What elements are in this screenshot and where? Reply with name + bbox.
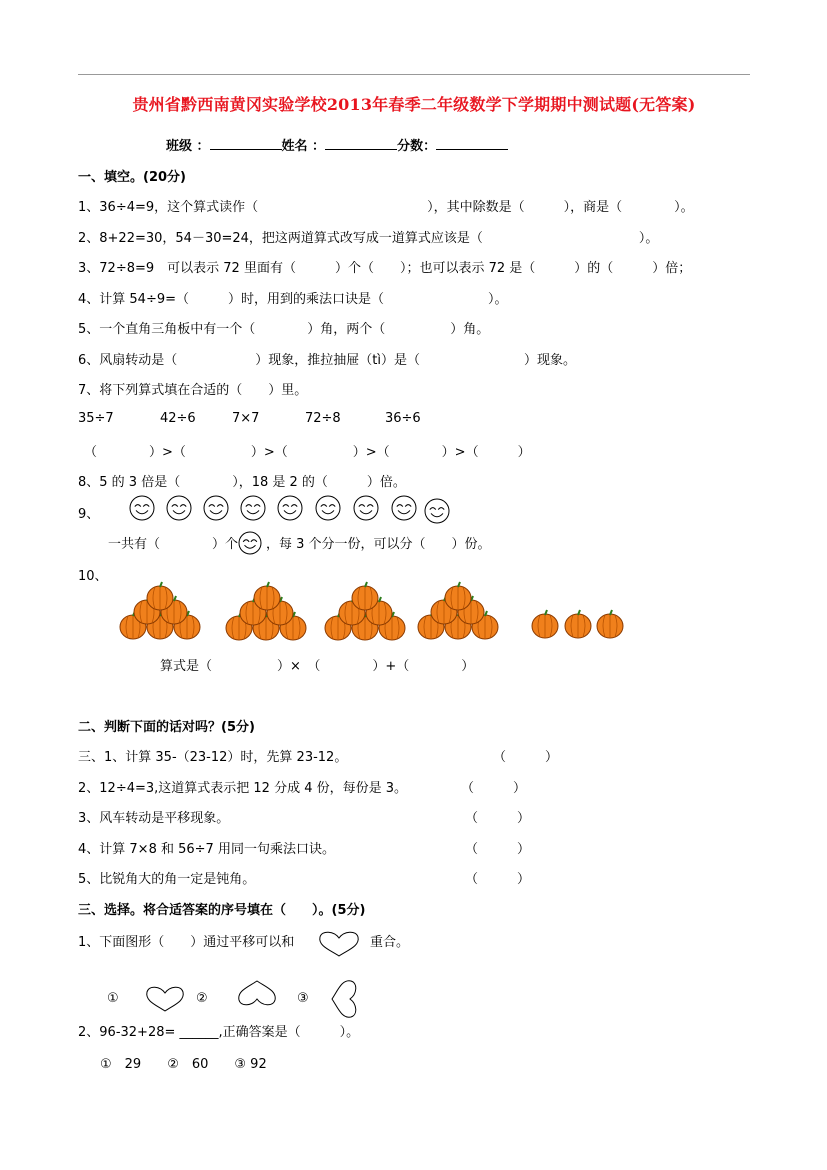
target-heart-icon (316, 930, 362, 960)
pumpkin-icon (445, 582, 471, 610)
question-3: 3、72÷8=9 可以表示 72 里面有（ ）个（ ）；也可以表示 72 是（ ）的（ ）倍； (78, 261, 692, 276)
q7-expr-3: 7×7 (232, 411, 260, 426)
question-2: 2、8+22=30，54－30=24，把这两道算式改写成一道算式应该是（ ）。 (78, 231, 659, 246)
question-6: 6、风扇转动是（ ）现象，推拉抽屉（tì）是（ ）现象。 (78, 353, 576, 368)
judge-item-5: 5、比锐角大的角一定是钝角。 (78, 872, 256, 887)
pumpkin-icon (254, 582, 280, 610)
choice-question-1a: 1、下面图形（ ）通过平移可以和 (78, 935, 295, 950)
q10-formula: 算式是（ ）× （ ）+（ ） (160, 659, 475, 674)
question-9-number: 9、 (78, 507, 100, 522)
option-2-heart-upside-down-icon[interactable] (236, 978, 278, 1008)
q9-text-b: ，每 3 个分一份，可以分（ ）份。 (266, 537, 491, 552)
option-1-heart-icon[interactable] (144, 984, 186, 1014)
option-3-heart-rotated-icon[interactable] (328, 978, 360, 1020)
judge-mark-4[interactable]: （ ） (465, 842, 531, 857)
question-8: 8、5 的 3 倍是（ ），18 是 2 的（ ）倍。 (78, 475, 406, 490)
judge-mark-1[interactable]: （ ） (493, 750, 559, 765)
class-label: 班级 ： (166, 139, 210, 154)
question-4: 4、计算 54÷9=（ ）时，用到的乘法口诀是（ ）。 (78, 292, 508, 307)
question-5: 5、一个直角三角板中有一个（ ）角，两个（ ）角。 (78, 322, 490, 337)
judge-item-4: 4、计算 7×8 和 56÷7 用同一句乘法口诀。 (78, 842, 335, 857)
q7-expr-1: 35÷7 (78, 411, 114, 426)
judge-item-2: 2、12÷4=3,这道算式表示把 12 分成 4 份，每份是 3。 (78, 781, 408, 796)
q7-expr-2: 42÷6 (160, 411, 196, 426)
q7-expr-4: 72÷8 (305, 411, 341, 426)
judge-mark-2[interactable]: （ ） (461, 781, 527, 796)
question-1: 1、36÷4=9，这个算式读作（ ），其中除数是（ ），商是（ ）。 (78, 200, 694, 215)
pumpkin-icon (597, 610, 623, 638)
choice-question-2: 2、96-32+28= ______,正确答案是（ ）。 (78, 1025, 360, 1040)
pumpkin-icon (532, 610, 558, 638)
q9-text-a: 一共有（ ）个 (108, 537, 239, 552)
pumpkin-icon (565, 610, 591, 638)
judge-item-3: 3、风车转动是平移现象。 (78, 811, 230, 826)
q7-expr-5: 36÷6 (385, 411, 421, 426)
option-1-label[interactable]: ① (107, 991, 119, 1006)
judge-item-1: 三、1、计算 35-（23-12）时，先算 23-12。 (78, 750, 348, 765)
name-label: 姓名 ： (281, 139, 326, 154)
section1-heading: 一、填空。(20分) (78, 170, 186, 185)
q7-comparison: （ ）>（ ）>（ ）>（ ）>（ ） (84, 445, 531, 460)
score-label: 分数： (397, 139, 437, 154)
pumpkin-icon (352, 582, 378, 610)
question-10-number: 10、 (78, 569, 108, 584)
choice-question-2-options[interactable]: ① 29 ② 60 ③ 92 (100, 1057, 267, 1072)
question-7: 7、将下列算式填在合适的（ ）里。 (78, 383, 308, 398)
judge-mark-3[interactable]: （ ） (465, 811, 531, 826)
option-2-label[interactable]: ② (196, 991, 208, 1006)
section3-heading: 三、选择。将合适答案的序号填在（ ）。(5分) (78, 903, 366, 918)
pumpkin-icon (147, 582, 173, 610)
page-title: 贵州省黔西南黄冈实验学校2013年春季二年级数学下学期期中测试题(无答案) (132, 95, 696, 114)
judge-mark-5[interactable]: （ ） (465, 872, 531, 887)
choice-question-1b: 重合。 (370, 935, 410, 950)
section2-heading: 二、判断下面的话对吗？(5分) (78, 720, 255, 735)
option-3-label[interactable]: ③ (297, 991, 309, 1006)
